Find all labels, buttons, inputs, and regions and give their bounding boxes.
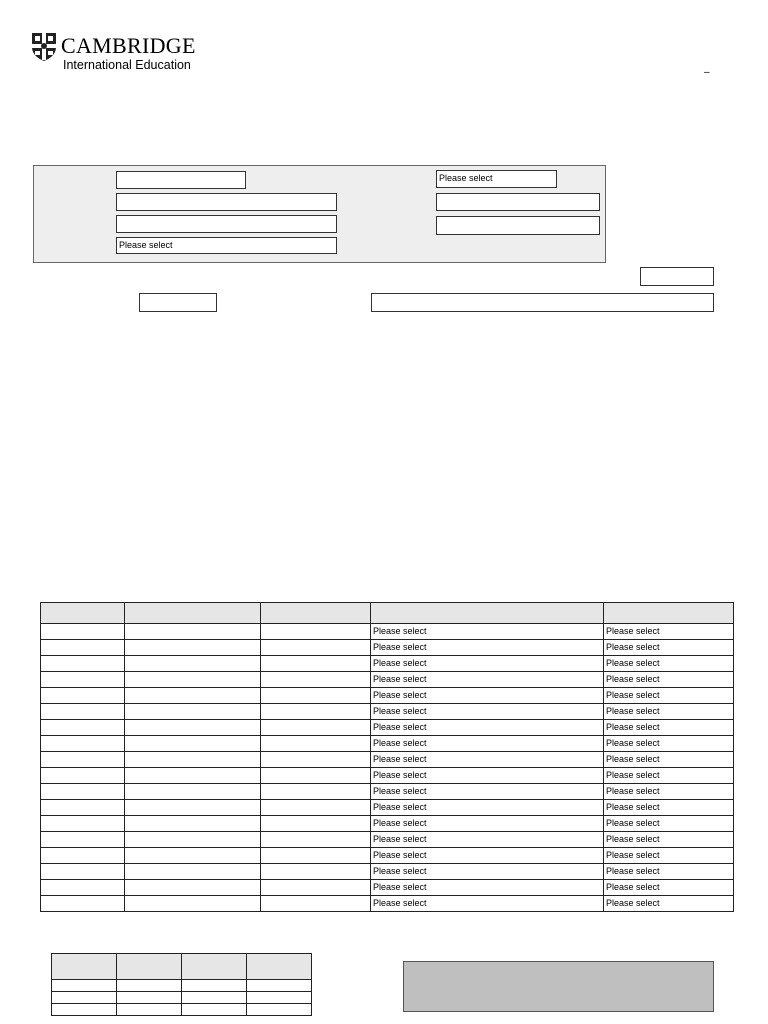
summary-cell[interactable] bbox=[182, 1004, 247, 1016]
table-header-cell bbox=[261, 603, 371, 624]
summary-header-cell bbox=[117, 954, 182, 980]
row-select-b[interactable]: Please select bbox=[604, 752, 734, 768]
table-cell[interactable] bbox=[41, 896, 125, 912]
table-cell[interactable] bbox=[41, 720, 125, 736]
row-select-a[interactable]: Please select bbox=[371, 816, 604, 832]
summary-cell[interactable] bbox=[52, 1004, 117, 1016]
summary-header-cell bbox=[52, 954, 117, 980]
table-cell[interactable] bbox=[261, 736, 371, 752]
table-row bbox=[41, 800, 734, 816]
row-select-a[interactable]: Please select bbox=[371, 896, 604, 912]
table-cell[interactable] bbox=[41, 704, 125, 720]
row-select-b[interactable]: Please select bbox=[604, 816, 734, 832]
row-select-b[interactable]: Please select bbox=[604, 864, 734, 880]
row-select-b[interactable]: Please select bbox=[604, 832, 734, 848]
summary-cell[interactable] bbox=[52, 980, 117, 992]
row-select-a[interactable]: Please select bbox=[371, 672, 604, 688]
summary-cell[interactable] bbox=[117, 992, 182, 1004]
summary-header-row bbox=[52, 954, 312, 980]
summary-row bbox=[52, 980, 312, 992]
row-select-a[interactable]: Please select bbox=[371, 640, 604, 656]
table-row bbox=[41, 736, 734, 752]
summary-cell[interactable] bbox=[247, 992, 312, 1004]
table-cell[interactable] bbox=[125, 656, 261, 672]
table-cell[interactable] bbox=[41, 880, 125, 896]
table-row bbox=[41, 752, 734, 768]
summary-row bbox=[52, 1004, 312, 1016]
table-cell[interactable] bbox=[125, 688, 261, 704]
table-cell[interactable] bbox=[41, 640, 125, 656]
table-cell[interactable] bbox=[125, 832, 261, 848]
table-row bbox=[41, 720, 734, 736]
table-cell[interactable] bbox=[41, 768, 125, 784]
table-cell[interactable] bbox=[261, 864, 371, 880]
summary-cell[interactable] bbox=[117, 980, 182, 992]
table-cell[interactable] bbox=[41, 784, 125, 800]
table-row bbox=[41, 896, 734, 912]
table-cell[interactable] bbox=[125, 800, 261, 816]
table-cell[interactable] bbox=[125, 704, 261, 720]
table-cell[interactable] bbox=[125, 848, 261, 864]
summary-cell[interactable] bbox=[247, 1004, 312, 1016]
row-select-b[interactable]: Please select bbox=[604, 880, 734, 896]
details-field-3[interactable] bbox=[116, 215, 337, 233]
table-cell[interactable] bbox=[261, 640, 371, 656]
row-select-a[interactable]: Please select bbox=[371, 880, 604, 896]
row-select-a[interactable]: Please select bbox=[371, 864, 604, 880]
table-cell[interactable] bbox=[261, 896, 371, 912]
row-select-b[interactable]: Please select bbox=[604, 896, 734, 912]
table-cell[interactable] bbox=[41, 752, 125, 768]
summary-cell[interactable] bbox=[52, 992, 117, 1004]
table-cell[interactable] bbox=[41, 832, 125, 848]
details-select-right[interactable]: Please select bbox=[436, 170, 557, 188]
summary-table bbox=[51, 953, 312, 1016]
table-cell[interactable] bbox=[261, 832, 371, 848]
table-cell[interactable] bbox=[261, 848, 371, 864]
row-select-b[interactable]: Please select bbox=[604, 768, 734, 784]
long-field[interactable] bbox=[371, 293, 714, 312]
row-select-a[interactable]: Please select bbox=[371, 624, 604, 640]
details-select-left[interactable]: Please select bbox=[116, 237, 337, 254]
table-header-cell bbox=[41, 603, 125, 624]
table-cell[interactable] bbox=[125, 736, 261, 752]
row-select-b[interactable]: Please select bbox=[604, 784, 734, 800]
summary-cell[interactable] bbox=[182, 992, 247, 1004]
table-cell[interactable] bbox=[125, 672, 261, 688]
table-cell[interactable] bbox=[261, 624, 371, 640]
row-select-a[interactable]: Please select bbox=[371, 848, 604, 864]
table-row bbox=[41, 864, 734, 880]
row-select-b[interactable]: Please select bbox=[604, 704, 734, 720]
table-row bbox=[41, 832, 734, 848]
table-cell[interactable] bbox=[261, 768, 371, 784]
details-field-right-1[interactable] bbox=[436, 193, 600, 211]
row-select-b[interactable]: Please select bbox=[604, 800, 734, 816]
table-row bbox=[41, 688, 734, 704]
cambridge-logo bbox=[31, 31, 211, 75]
row-select-b[interactable]: Please select bbox=[604, 720, 734, 736]
table-header-cell bbox=[125, 603, 261, 624]
table-row bbox=[41, 656, 734, 672]
row-select-a[interactable]: Please select bbox=[371, 688, 604, 704]
table-cell[interactable] bbox=[125, 896, 261, 912]
row-select-a[interactable]: Please select bbox=[371, 720, 604, 736]
table-cell[interactable] bbox=[41, 688, 125, 704]
table-cell[interactable] bbox=[41, 672, 125, 688]
table-row bbox=[41, 672, 734, 688]
logo-subtitle: International Education bbox=[63, 58, 191, 72]
table-row bbox=[41, 880, 734, 896]
row-select-b[interactable]: Please select bbox=[604, 688, 734, 704]
table-cell[interactable] bbox=[261, 656, 371, 672]
table-cell[interactable] bbox=[261, 672, 371, 688]
summary-header-cell bbox=[247, 954, 312, 980]
table-cell[interactable] bbox=[261, 880, 371, 896]
table-cell[interactable] bbox=[41, 624, 125, 640]
table-cell[interactable] bbox=[125, 720, 261, 736]
cambridge-shield-icon bbox=[31, 32, 57, 62]
short-field[interactable] bbox=[139, 293, 217, 312]
table-cell[interactable] bbox=[125, 768, 261, 784]
table-cell[interactable] bbox=[125, 784, 261, 800]
row-select-b[interactable]: Please select bbox=[604, 656, 734, 672]
row-select-b[interactable]: Please select bbox=[604, 624, 734, 640]
row-select-a[interactable]: Please select bbox=[371, 768, 604, 784]
table-cell[interactable] bbox=[41, 848, 125, 864]
top-right-field[interactable] bbox=[640, 267, 714, 286]
table-cell[interactable] bbox=[41, 736, 125, 752]
table-header-cell bbox=[371, 603, 604, 624]
table-header-row bbox=[41, 603, 734, 624]
table-cell[interactable] bbox=[41, 800, 125, 816]
table-row bbox=[41, 816, 734, 832]
table-cell[interactable] bbox=[125, 816, 261, 832]
row-select-a[interactable]: Please select bbox=[371, 752, 604, 768]
row-select-a[interactable]: Please select bbox=[371, 704, 604, 720]
table-cell[interactable] bbox=[261, 752, 371, 768]
row-select-b[interactable]: Please select bbox=[604, 640, 734, 656]
row-select-a[interactable]: Please select bbox=[371, 736, 604, 752]
table-cell[interactable] bbox=[125, 864, 261, 880]
table-cell[interactable] bbox=[41, 816, 125, 832]
table-row bbox=[41, 640, 734, 656]
table-cell[interactable] bbox=[125, 624, 261, 640]
table-row bbox=[41, 784, 734, 800]
row-select-a[interactable]: Please select bbox=[371, 656, 604, 672]
table-row bbox=[41, 768, 734, 784]
row-select-a[interactable]: Please select bbox=[371, 832, 604, 848]
table-cell[interactable] bbox=[261, 704, 371, 720]
summary-cell[interactable] bbox=[117, 1004, 182, 1016]
table-cell[interactable] bbox=[261, 816, 371, 832]
header-dash: – bbox=[704, 67, 710, 78]
shaded-box bbox=[403, 961, 714, 1012]
row-select-a[interactable]: Please select bbox=[371, 784, 604, 800]
table-cell[interactable] bbox=[261, 688, 371, 704]
table-cell[interactable] bbox=[41, 864, 125, 880]
table-cell[interactable] bbox=[261, 800, 371, 816]
row-select-b[interactable]: Please select bbox=[604, 672, 734, 688]
table-header-cell bbox=[604, 603, 734, 624]
table-cell[interactable] bbox=[261, 784, 371, 800]
table-cell[interactable] bbox=[125, 640, 261, 656]
table-row bbox=[41, 704, 734, 720]
table-cell[interactable] bbox=[41, 656, 125, 672]
summary-header-cell bbox=[182, 954, 247, 980]
table-cell[interactable] bbox=[261, 720, 371, 736]
main-table bbox=[40, 602, 734, 912]
row-select-b[interactable]: Please select bbox=[604, 736, 734, 752]
logo-wordmark: CAMBRIDGE bbox=[61, 33, 196, 58]
details-field-right-2[interactable] bbox=[436, 216, 600, 235]
summary-row bbox=[52, 992, 312, 1004]
table-row bbox=[41, 624, 734, 640]
table-cell[interactable] bbox=[125, 752, 261, 768]
table-row bbox=[41, 848, 734, 864]
details-field-2[interactable] bbox=[116, 193, 337, 211]
row-select-a[interactable]: Please select bbox=[371, 800, 604, 816]
details-field-1[interactable] bbox=[116, 171, 246, 189]
row-select-b[interactable]: Please select bbox=[604, 848, 734, 864]
table-cell[interactable] bbox=[125, 880, 261, 896]
summary-cell[interactable] bbox=[247, 980, 312, 992]
summary-cell[interactable] bbox=[182, 980, 247, 992]
